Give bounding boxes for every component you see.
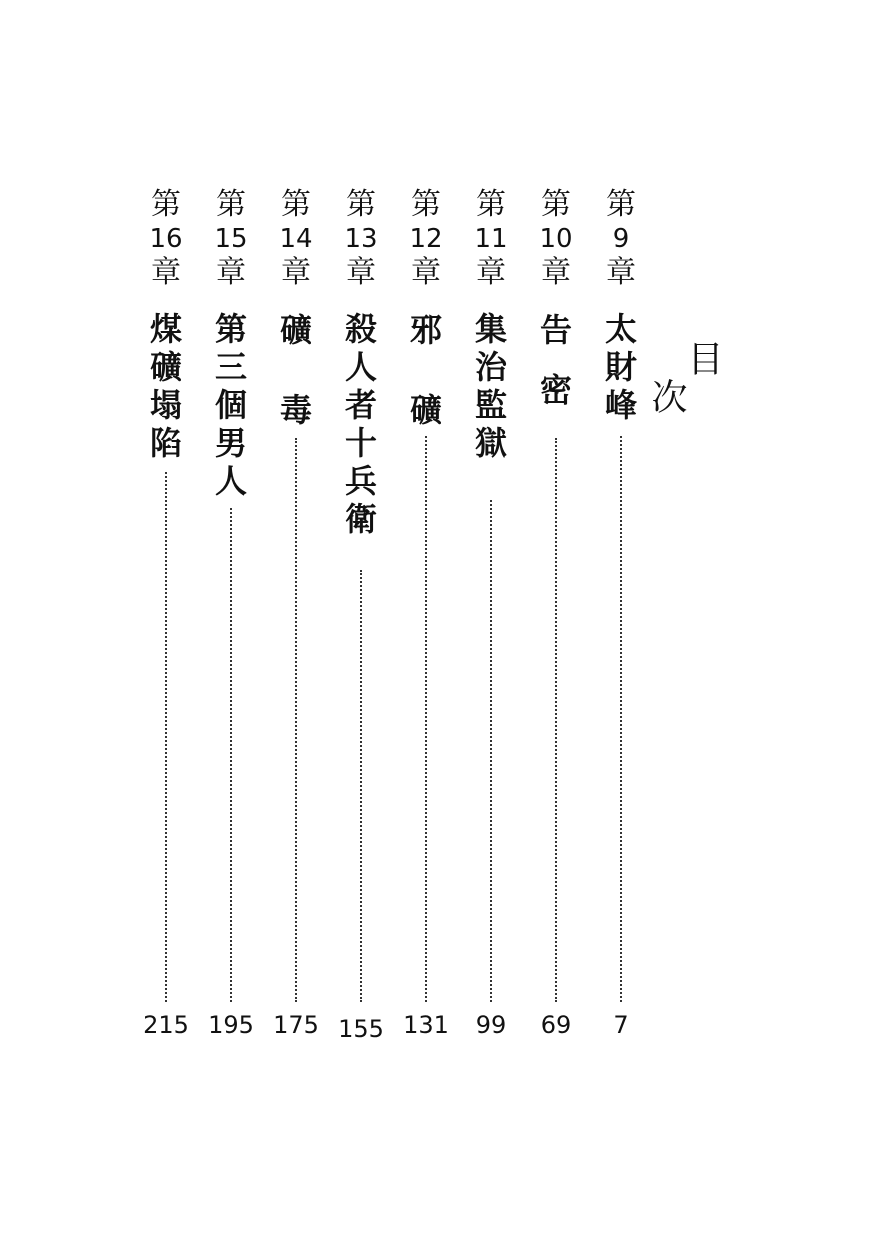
chapter-label	[401, 188, 451, 290]
chapter-prefix: 第	[476, 187, 506, 222]
chapter-number: 14	[279, 224, 313, 254]
chapter-suffix: 章	[346, 255, 376, 290]
toc-entry-chapter-15[interactable]	[206, 188, 256, 1038]
title-char: 煤	[149, 310, 182, 348]
title-char: 告	[539, 311, 572, 349]
title-char: 人	[344, 348, 377, 386]
chapter-number: 9	[612, 224, 630, 254]
toc-entry-chapter-12[interactable]	[401, 188, 451, 1038]
dot-leader	[295, 438, 297, 1002]
title-char: 密	[539, 371, 572, 409]
chapter-label	[271, 188, 321, 290]
chapter-prefix: 第	[151, 187, 181, 222]
title-char: 監	[474, 386, 507, 424]
dot-leader	[425, 436, 427, 1002]
page-number: 7	[613, 1011, 629, 1039]
page-number: 131	[403, 1011, 449, 1039]
title-char: 治	[474, 348, 507, 386]
dot-leader	[230, 508, 232, 1002]
title-char: 邪	[409, 311, 442, 349]
title-char: 礦	[279, 311, 312, 349]
chapter-suffix: 章	[476, 255, 506, 290]
chapter-suffix: 章	[216, 255, 246, 290]
toc-entry-chapter-13[interactable]	[336, 187, 386, 1043]
dot-leader	[360, 570, 362, 1002]
page-number: 215	[143, 1011, 189, 1039]
chapter-suffix: 章	[606, 255, 636, 290]
toc-entry-chapter-9[interactable]	[596, 188, 646, 1038]
chapter-title	[596, 310, 646, 424]
toc-entry-chapter-16[interactable]	[141, 188, 191, 1038]
title-char: 兵	[344, 462, 377, 500]
dot-leader	[490, 500, 492, 1002]
chapter-number: 10	[539, 224, 573, 254]
title-char: 第	[214, 310, 247, 348]
dot-leader	[165, 472, 167, 1002]
page-number: 99	[475, 1011, 507, 1039]
page-number: 155	[338, 1015, 384, 1043]
dot-leader	[620, 436, 622, 1002]
title-char: 陷	[149, 424, 182, 462]
title-char: 者	[344, 386, 377, 424]
chapter-suffix: 章	[411, 255, 441, 290]
chapter-suffix: 章	[151, 255, 181, 290]
toc-entry-chapter-10[interactable]	[531, 188, 581, 1038]
title-char: 太	[604, 310, 637, 348]
title-char: 個	[214, 386, 247, 424]
title-char: 財	[604, 348, 637, 386]
title-char: 集	[474, 310, 507, 348]
chapter-label	[141, 188, 191, 290]
chapter-title	[531, 300, 581, 420]
title-char: 獄	[474, 424, 507, 462]
chapter-number: 16	[149, 224, 183, 254]
title-char: 毒	[279, 391, 312, 429]
dot-leader	[555, 438, 557, 1002]
chapter-number: 15	[214, 224, 248, 254]
chapter-title	[206, 310, 256, 500]
title-char: 三	[214, 348, 247, 386]
toc-title-char: 次	[646, 378, 687, 414]
title-char: 塌	[149, 386, 182, 424]
chapter-title	[401, 290, 451, 450]
chapter-prefix: 第	[541, 187, 571, 222]
toc-title-char: 目	[682, 340, 723, 376]
chapter-title	[141, 310, 191, 462]
chapter-label	[531, 188, 581, 290]
title-char: 男	[214, 424, 247, 462]
chapter-label	[596, 188, 646, 290]
chapter-prefix: 第	[411, 187, 441, 222]
chapter-number: 13	[344, 224, 378, 254]
chapter-title	[271, 290, 321, 450]
title-char: 峰	[604, 386, 637, 424]
title-char: 礦	[149, 348, 182, 386]
title-char: 殺	[344, 310, 377, 348]
chapter-prefix: 第	[281, 187, 311, 222]
page-number: 69	[540, 1011, 572, 1039]
toc-title	[646, 340, 723, 452]
chapter-prefix: 第	[346, 187, 376, 222]
title-char: 十	[344, 424, 377, 462]
chapter-suffix: 章	[281, 255, 311, 290]
chapter-number: 11	[474, 224, 508, 254]
toc-entry-chapter-11[interactable]	[466, 188, 516, 1038]
title-char: 礦	[409, 391, 442, 429]
title-char: 衛	[344, 500, 377, 538]
chapter-label	[466, 188, 516, 290]
chapter-number: 12	[409, 224, 443, 254]
chapter-label	[206, 188, 256, 290]
page-number: 195	[208, 1011, 254, 1039]
page-number: 175	[273, 1011, 319, 1039]
title-char: 人	[214, 462, 247, 500]
chapter-suffix: 章	[541, 255, 571, 290]
chapter-title	[336, 310, 386, 538]
chapter-prefix: 第	[216, 187, 246, 222]
chapter-prefix: 第	[606, 187, 636, 222]
toc-entry-chapter-14[interactable]	[271, 188, 321, 1038]
chapter-title	[466, 310, 516, 462]
chapter-label	[336, 188, 386, 290]
